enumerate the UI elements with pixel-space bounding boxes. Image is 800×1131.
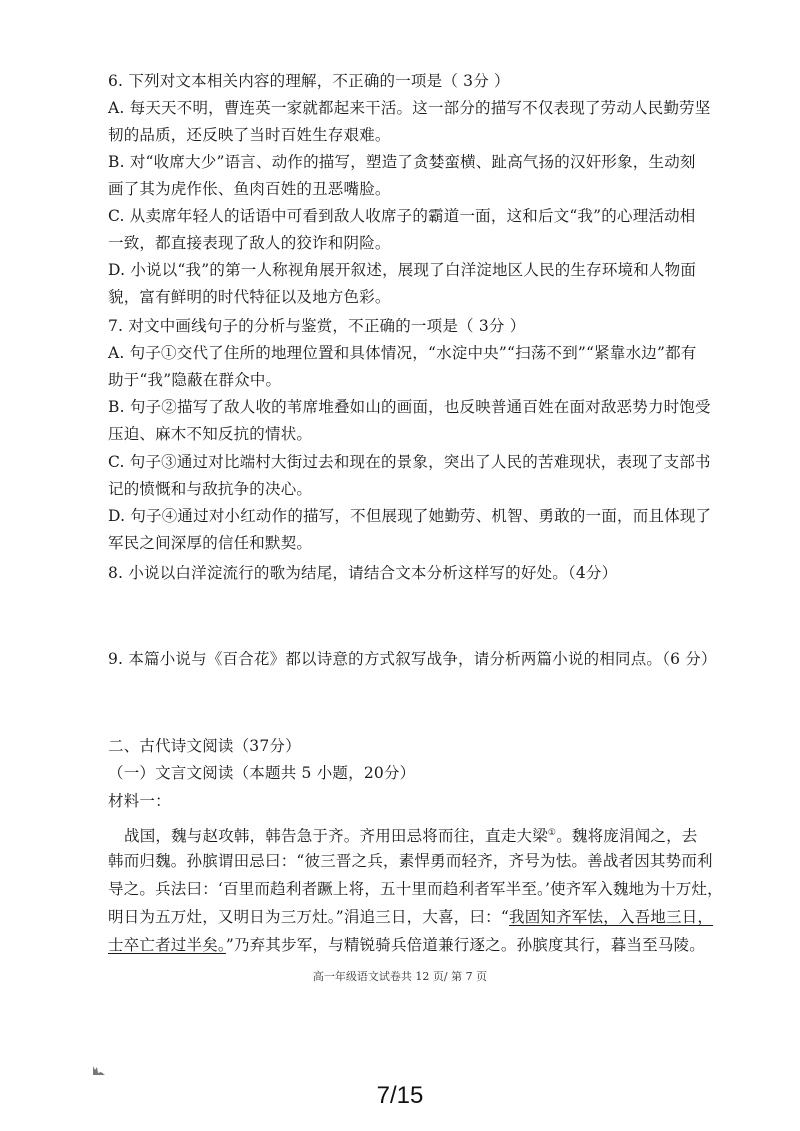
underlined-sentence-part1: 我固知齐军怯，入吾地三日， [509, 908, 714, 926]
q6-option-c-line2: 一致，都直接表现了敌人的狡诈和阴险。 [108, 234, 391, 252]
passage-line-5 [108, 934, 708, 956]
q7-option-a-line2: 助于“我”隐蔽在群众中。 [108, 371, 282, 389]
subsection-heading: （一）文言文阅读（本题共 5 小题，20分） [108, 764, 416, 782]
passage-line-4-plain: 明日为五万灶，又明日为三万灶。”涓追三日，大喜，曰：“ [108, 908, 509, 926]
q6-stem: 6. 下列对文本相关内容的理解，不正确的一项是（ 3分 ） [108, 72, 510, 90]
q7-option-c-line2: 记的愤慨和与敌抗争的决心。 [108, 480, 313, 498]
scan-artifact-icon [92, 1064, 106, 1076]
q6-option-a-line2: 韧的品质，还反映了当时百姓生存艰难。 [108, 126, 391, 144]
section-heading: 二、古代诗文阅读（37分） [108, 737, 301, 755]
q6-option-d-line1: D. 小说以“我”的第一人称视角展开叙述，展现了白洋淀地区人民的生存环境和人物面 [108, 261, 697, 279]
page-indicator: 7/15 [376, 1082, 424, 1109]
q6-option-d-line2: 貌，富有鲜明的时代特征以及地方色彩。 [108, 288, 391, 306]
underlined-sentence-part2: 士卒亡者过半矣。 [108, 936, 226, 954]
q6-option-b-line1: B. 对“收席大少”语言、动作的描写，塑造了贪婪蛮横、趾高气扬的汉奸形象，生动刻 [108, 153, 696, 171]
passage-line-1-part-b: 。魏将庞涓闻之，去 [556, 827, 698, 846]
q7-option-a-line1: A. 句子①交代了住所的地理位置和具体情况，“水淀中央”“扫荡不到”“紧靠水边”都有 [108, 344, 697, 362]
q8-question: 8. 小说以白洋淀流行的歌为结尾，请结合文本分析这样写的好处。（4分） [108, 564, 618, 582]
q7-option-c-line1: C. 句子③通过对比端村大街过去和现在的景象，突出了人民的苦难现状，表现了支部书 [108, 453, 711, 471]
q7-option-b-line1: B. 句子②描写了敌人收的苇席堆叠如山的画面，也反映普通百姓在面对敌恶势力时饱受 [108, 398, 711, 416]
passage-line-5-plain: ”乃弃其步军，与精锐骑兵倍道兼行逐之。孙膑度其行，暮当至马陵。 [225, 936, 705, 954]
q9-question: 9. 本篇小说与《百合花》都以诗意的方式叙写战争，请分析两篇小说的相同点。（6 分） [108, 650, 717, 668]
q6-option-b-line2: 画了其为虎作伥、鱼肉百姓的丑恶嘴脸。 [108, 180, 391, 198]
q7-stem: 7. 对文中画线句子的分析与鉴赏，不正确的一项是（ 3分 ） [108, 317, 526, 335]
passage-line-4 [108, 906, 714, 928]
q6-option-a-line1: A. 每天天不明，曹连英一家就都起来干活。这一部分的描写不仅表现了劳动人民勤劳坚 [108, 99, 711, 117]
passage-line-3: 导之。兵法曰：‘百里而趋利者蹶上将，五十里而趋利者军半至。’使齐军入魏地为十万灶， [108, 880, 723, 898]
q7-option-b-line2: 压迫、麻木不知反抗的情状。 [108, 425, 313, 443]
q7-option-d-line1: D. 句子④通过对小红动作的描写，不但展现了她勤劳、机智、勇敢的一面，而且体现了 [108, 507, 712, 525]
material-label: 材料一： [108, 792, 171, 810]
passage-line-1-part-a: 战国，魏与赵攻韩，韩告急于齐。齐用田忌将而往，直走大梁 [124, 827, 548, 846]
passage-line-2: 韩而归魏。孙膑谓田忌曰：“彼三晋之兵，素悍勇而轻齐，齐号为怯。善战者因其势而利 [108, 852, 713, 870]
q7-option-d-line2: 军民之间深厚的信任和默契。 [108, 534, 313, 552]
footnote-marker: ① [547, 828, 557, 838]
passage-line-1 [124, 822, 709, 847]
q6-option-c-line1: C. 从卖席年轻人的话语中可看到敌人收席子的霸道一面，这和后文“我”的心理活动相 [108, 207, 696, 225]
page-footer: 高一年级语文试卷共 12 页/ 第 7 页 [312, 970, 488, 983]
